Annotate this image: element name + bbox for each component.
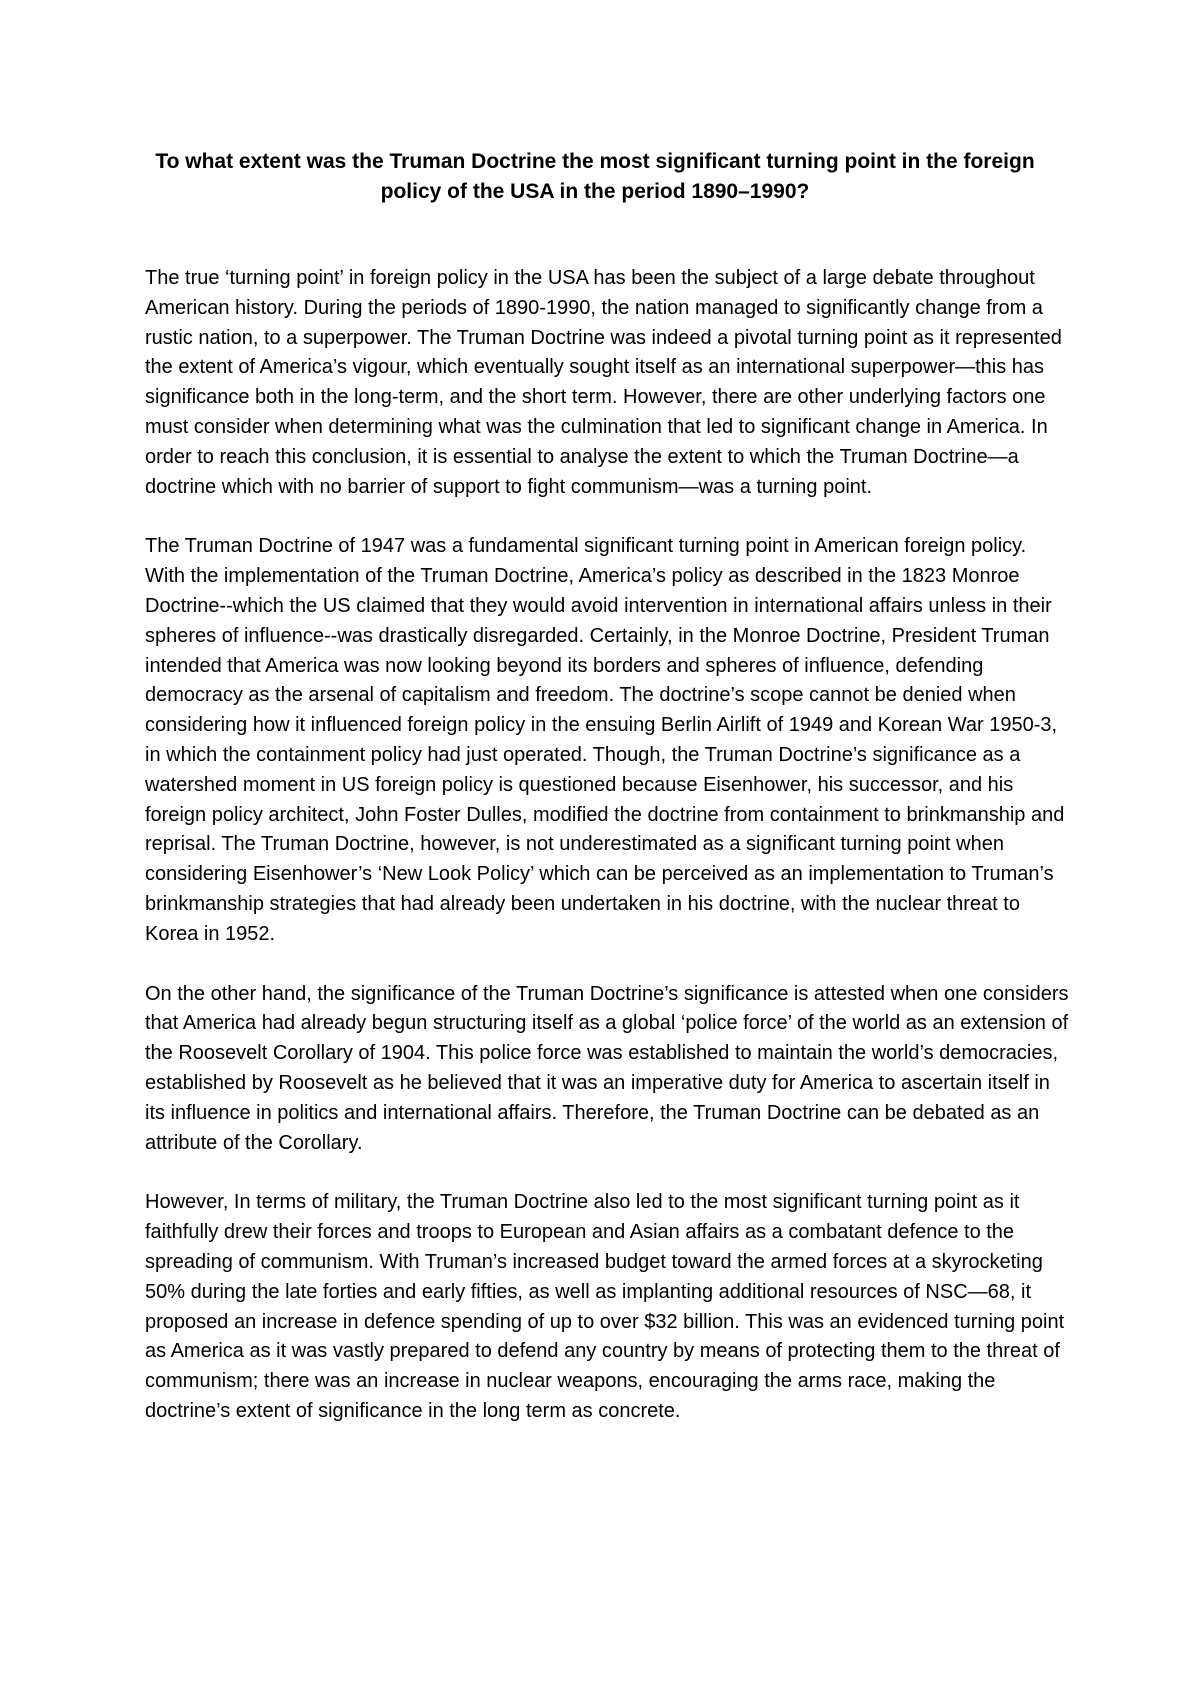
- essay-title: To what extent was the Truman Doctrine the most significant turning point in the foreign policy of the USA in the period 1890–1990?: [155, 150, 1035, 203]
- essay-body: [145, 264, 1070, 1457]
- paragraph-military: However, In terms of military, the Truman Doctrine also led to the most significant turning point as it faithfully drew their forces and troops to European and Asian affairs as a combatant defence to the spreading of communism. With Truman’s increased budget toward the armed forces at a skyrocketing 50% during the late forties and early fifties, as well as implanting additional resources of NSC—68, it proposed an increase in defence spending of up to over $32 billion. This was an evidenced turning point as America as it was vastly prepared to defend any country by means of protecting them to the threat of communism; there was an increase in nuclear weapons, encouraging the arms race, making the doctrine’s extent of significance in the long term as concrete.: [145, 1191, 1065, 1422]
- paragraph-truman-doctrine: The Truman Doctrine of 1947 was a fundamental significant turning point in American foreign policy. With the implementation of the Truman Doctrine, America’s policy as described in the 1823 Monroe Doctrine--which the US claimed that they would avoid intervention in international affairs unless in their spheres of influence--was drastically disregarded. Certainly, in the Monroe Doctrine, President Truman intended that America was now looking beyond its borders and spheres of influence, defending democracy as the arsenal of capitalism and freedom. The doctrine’s scope cannot be denied when considering how it influenced foreign policy in the ensuing Berlin Airlift of 1949 and Korean War 1950-3, in which the containment policy had just operated. Though, the Truman Doctrine’s significance as a watershed moment in US foreign policy is questioned because Eisenhower, his successor, and his foreign policy architect, John Foster Dulles, modified the doctrine from containment to brinkmanship and reprisal. The Truman Doctrine, however, is not underestimated as a significant turning point when considering Eisenhower’s ‘New Look Policy’ which can be perceived as an implementation to Truman’s brinkmanship strategies that had already been undertaken in his doctrine, with the nuclear threat to Korea in 1952.: [145, 535, 1065, 945]
- paragraph-intro: The true ‘turning point’ in foreign policy in the USA has been the subject of a large debate throughout American history. During the periods of 1890-1990, the nation managed to significantly change from a rustic nation, to a superpower. The Truman Doctrine was indeed a pivotal turning point as it represented the extent of America’s vigour, which eventually sought itself as an international superpower—this has significance both in the long-term, and the short term. However, there are other underlying factors one must consider when determining what was the culmination that led to significant change in America. In order to reach this conclusion, it is essential to analyse the extent to which the Truman Doctrine—a doctrine which with no barrier of support to fight communism—was a turning point.: [145, 267, 1062, 498]
- paragraph-roosevelt-corollary: On the other hand, the significance of the Truman Doctrine’s significance is attested when one considers that America had already begun structuring itself as a global ‘police force’ of the world as an extension of the Roosevelt Corollary of 1904. This police force was established to maintain the world’s democracies, established by Roosevelt as he believed that it was an imperative duty for America to ascertain itself in its influence in politics and international affairs. Therefore, the Truman Doctrine can be debated as an attribute of the Corollary.: [145, 982, 1069, 1154]
